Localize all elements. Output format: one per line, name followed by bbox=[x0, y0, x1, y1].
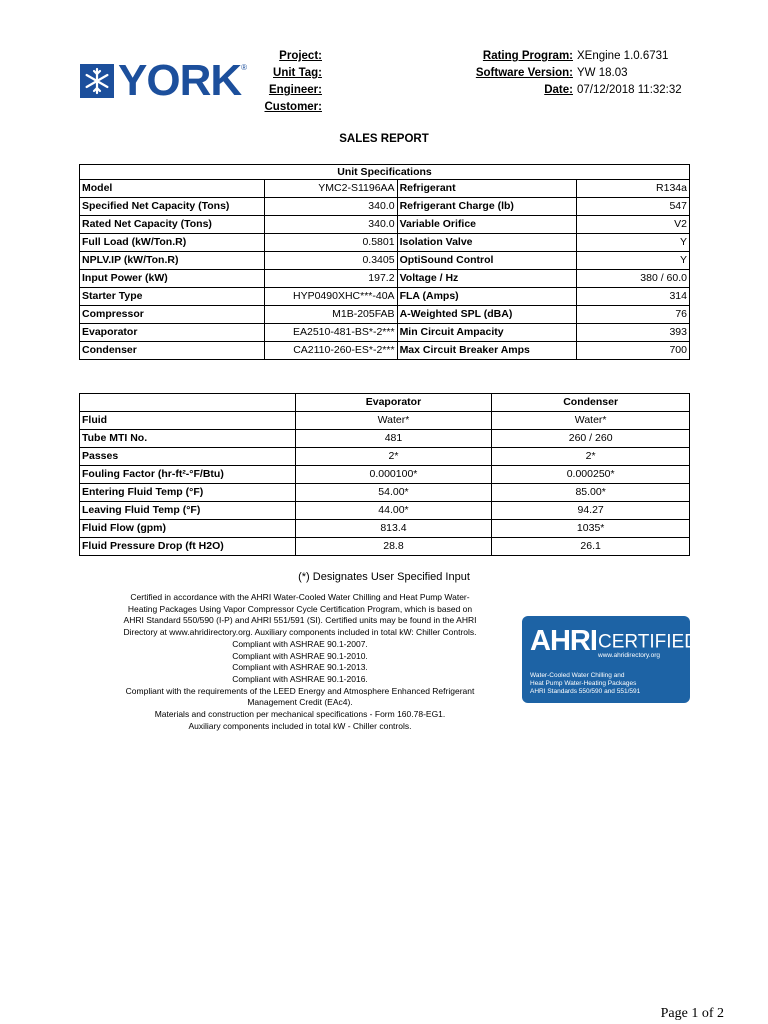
condenser-value: 2* bbox=[492, 448, 690, 466]
spec-label: Voltage / Hz bbox=[397, 270, 577, 288]
certification-line: Compliant with ASHRAE 90.1-2016. bbox=[232, 673, 368, 684]
condenser-column-header: Condenser bbox=[492, 394, 690, 412]
report-title: SALES REPORT bbox=[339, 133, 429, 145]
certification-line: Auxiliary components included in total kW - Chiller controls. bbox=[188, 720, 412, 731]
spec-value: 76 bbox=[577, 306, 690, 324]
fluid-label: Fluid Pressure Drop (ft H2O) bbox=[80, 538, 296, 556]
spec-label: Min Circuit Ampacity bbox=[397, 324, 577, 342]
header-label: Customer: bbox=[264, 101, 322, 113]
evaporator-value: Water* bbox=[295, 412, 492, 430]
certification-line: Compliant with the requirements of the LEED Energy and Atmosphere Enhanced Refrigerant bbox=[125, 685, 475, 696]
spec-label: A-Weighted SPL (dBA) bbox=[397, 306, 577, 324]
spec-label: OptiSound Control bbox=[397, 252, 577, 270]
trademark-symbol: ® bbox=[241, 63, 248, 72]
evaporator-value: 0.000100* bbox=[295, 466, 492, 484]
spec-value: Y bbox=[577, 234, 690, 252]
spec-table-row bbox=[80, 234, 690, 252]
evaporator-value: 44.00* bbox=[295, 502, 492, 520]
unit-specifications-table bbox=[79, 164, 690, 360]
header-label: Engineer: bbox=[268, 84, 322, 96]
spec-label: Starter Type bbox=[80, 288, 265, 306]
spec-value: 700 bbox=[577, 342, 690, 360]
spec-value: 547 bbox=[577, 198, 690, 216]
fluid-table-row bbox=[80, 448, 690, 466]
spec-value: 340.0 bbox=[264, 198, 397, 216]
certification-line: Directory at www.ahridirectory.org. Auxiliary components included in total kW: Chiller Controls. bbox=[123, 627, 477, 638]
certification-line: Compliant with ASHRAE 90.1-2010. bbox=[232, 650, 368, 661]
fluid-data-table bbox=[79, 393, 690, 556]
evaporator-value: 54.00* bbox=[295, 484, 492, 502]
spec-table-row bbox=[80, 342, 690, 360]
spec-value: HYP0490XHC***-40A bbox=[264, 288, 397, 306]
spec-value: 340.0 bbox=[264, 216, 397, 234]
spec-label: Model bbox=[80, 180, 265, 198]
header-label: Unit Tag: bbox=[273, 67, 322, 79]
snowflake-icon bbox=[80, 64, 114, 98]
ahri-certified-badge bbox=[522, 616, 704, 703]
fluid-label: Fouling Factor (hr-ft²-°F/Btu) bbox=[80, 466, 296, 484]
evaporator-value: 481 bbox=[295, 430, 492, 448]
fluid-table-row bbox=[80, 466, 690, 484]
evaporator-value: 28.8 bbox=[295, 538, 492, 556]
spec-value: 0.3405 bbox=[264, 252, 397, 270]
condenser-value: 1035* bbox=[492, 520, 690, 538]
spec-value: V2 bbox=[577, 216, 690, 234]
header-value: XEngine 1.0.6731 bbox=[577, 50, 669, 62]
spec-table-row bbox=[80, 180, 690, 198]
fluid-label: Fluid Flow (gpm) bbox=[80, 520, 296, 538]
spec-value: R134a bbox=[577, 180, 690, 198]
fluid-label: Passes bbox=[80, 448, 296, 466]
ahri-badge-desc-line: Water-Cooled Water Chilling and bbox=[530, 672, 625, 679]
ahri-badge-word: AHRI bbox=[530, 625, 597, 657]
fluid-label: Leaving Fluid Temp (°F) bbox=[80, 502, 296, 520]
york-logo bbox=[80, 56, 248, 105]
condenser-value: Water* bbox=[492, 412, 690, 430]
certification-line: Materials and construction per mechanical specifications - Form 160.78-EG1. bbox=[154, 709, 446, 720]
spec-table-heading: Unit Specifications bbox=[80, 165, 690, 180]
ahri-badge-description bbox=[530, 672, 680, 696]
fluid-table-row bbox=[80, 520, 690, 538]
spec-value: EA2510-481-BS*-2*** bbox=[264, 324, 397, 342]
certification-line: Heating Packages Using Vapor Compressor Cycle Certification Program, which is based on bbox=[127, 603, 473, 614]
evaporator-column-header: Evaporator bbox=[295, 394, 492, 412]
spec-value: 0.5801 bbox=[264, 234, 397, 252]
spec-table-row bbox=[80, 324, 690, 342]
header-value: 07/12/2018 11:32:32 bbox=[577, 84, 682, 96]
spec-label: Max Circuit Breaker Amps bbox=[397, 342, 577, 360]
spec-value: 314 bbox=[577, 288, 690, 306]
header-label: Date: bbox=[544, 84, 573, 96]
certification-text bbox=[82, 592, 518, 732]
fluid-label: Fluid bbox=[80, 412, 296, 430]
fluid-table-row bbox=[80, 430, 690, 448]
condenser-value: 26.1 bbox=[492, 538, 690, 556]
spec-label: Input Power (kW) bbox=[80, 270, 265, 288]
spec-label: Full Load (kW/Ton.R) bbox=[80, 234, 265, 252]
spec-label: Condenser bbox=[80, 342, 265, 360]
fluid-table-row bbox=[80, 484, 690, 502]
condenser-value: 94.27 bbox=[492, 502, 690, 520]
spec-label: Specified Net Capacity (Tons) bbox=[80, 198, 265, 216]
fluid-table-row bbox=[80, 412, 690, 430]
fluid-table-header-row bbox=[80, 394, 690, 412]
spec-label: FLA (Amps) bbox=[397, 288, 577, 306]
spec-table-row bbox=[80, 270, 690, 288]
spec-label: Refrigerant Charge (lb) bbox=[397, 198, 577, 216]
fluid-label: Entering Fluid Temp (°F) bbox=[80, 484, 296, 502]
evaporator-value: 813.4 bbox=[295, 520, 492, 538]
header-label: Project: bbox=[279, 50, 322, 62]
condenser-value: 260 / 260 bbox=[492, 430, 690, 448]
ahri-badge-desc-line: Heat Pump Water-Heating Packages bbox=[530, 680, 637, 687]
ahri-badge-site: www.ahridirectory.org bbox=[598, 652, 661, 659]
spec-table-row bbox=[80, 288, 690, 306]
spec-value: 393 bbox=[577, 324, 690, 342]
condenser-value: 85.00* bbox=[492, 484, 690, 502]
spec-label: NPLV.IP (kW/Ton.R) bbox=[80, 252, 265, 270]
fluid-table-corner bbox=[80, 394, 296, 412]
spec-table-row bbox=[80, 216, 690, 234]
certification-line: Compliant with ASHRAE 90.1-2007. bbox=[232, 638, 368, 649]
spec-value: 380 / 60.0 bbox=[577, 270, 690, 288]
condenser-value: 0.000250* bbox=[492, 466, 690, 484]
header-label: Rating Program: bbox=[482, 50, 573, 62]
certification-line: Management Credit (EAc4). bbox=[247, 697, 353, 708]
certification-line: AHRI Standard 550/590 (I-P) and AHRI 551/591 (SI). Certified units may be found in the AHRI bbox=[123, 615, 477, 626]
fluid-table-row bbox=[80, 538, 690, 556]
spec-value: M1B-205FAB bbox=[264, 306, 397, 324]
page-number: Page 1 of 2 bbox=[660, 1006, 724, 1021]
ahri-badge-desc-line: AHRI Standards 550/590 and 551/591 bbox=[530, 688, 641, 695]
spec-table-row bbox=[80, 252, 690, 270]
header-label: Software Version: bbox=[475, 67, 573, 79]
spec-label: Isolation Valve bbox=[397, 234, 577, 252]
user-input-note: (*) Designates User Specified Input bbox=[298, 571, 470, 583]
spec-table-row bbox=[80, 306, 690, 324]
spec-table-header-row bbox=[80, 165, 690, 180]
fluid-label: Tube MTI No. bbox=[80, 430, 296, 448]
spec-value: YMC2-S1196AA bbox=[264, 180, 397, 198]
ahri-badge-certified: CERTIFIED® bbox=[598, 631, 704, 653]
spec-value: 197.2 bbox=[264, 270, 397, 288]
spec-label: Evaporator bbox=[80, 324, 265, 342]
brand-name: YORK bbox=[118, 56, 242, 105]
evaporator-value: 2* bbox=[295, 448, 492, 466]
spec-value: Y bbox=[577, 252, 690, 270]
certification-line: Compliant with ASHRAE 90.1-2013. bbox=[232, 662, 368, 673]
spec-label: Rated Net Capacity (Tons) bbox=[80, 216, 265, 234]
spec-table-row bbox=[80, 198, 690, 216]
certification-line: Certified in accordance with the AHRI Water-Cooled Water Chilling and Heat Pump Water- bbox=[130, 592, 470, 602]
fluid-table-row bbox=[80, 502, 690, 520]
spec-label: Refrigerant bbox=[397, 180, 577, 198]
spec-label: Variable Orifice bbox=[397, 216, 577, 234]
header-value: YW 18.03 bbox=[577, 67, 628, 79]
spec-label: Compressor bbox=[80, 306, 265, 324]
spec-value: CA2110-260-ES*-2*** bbox=[264, 342, 397, 360]
